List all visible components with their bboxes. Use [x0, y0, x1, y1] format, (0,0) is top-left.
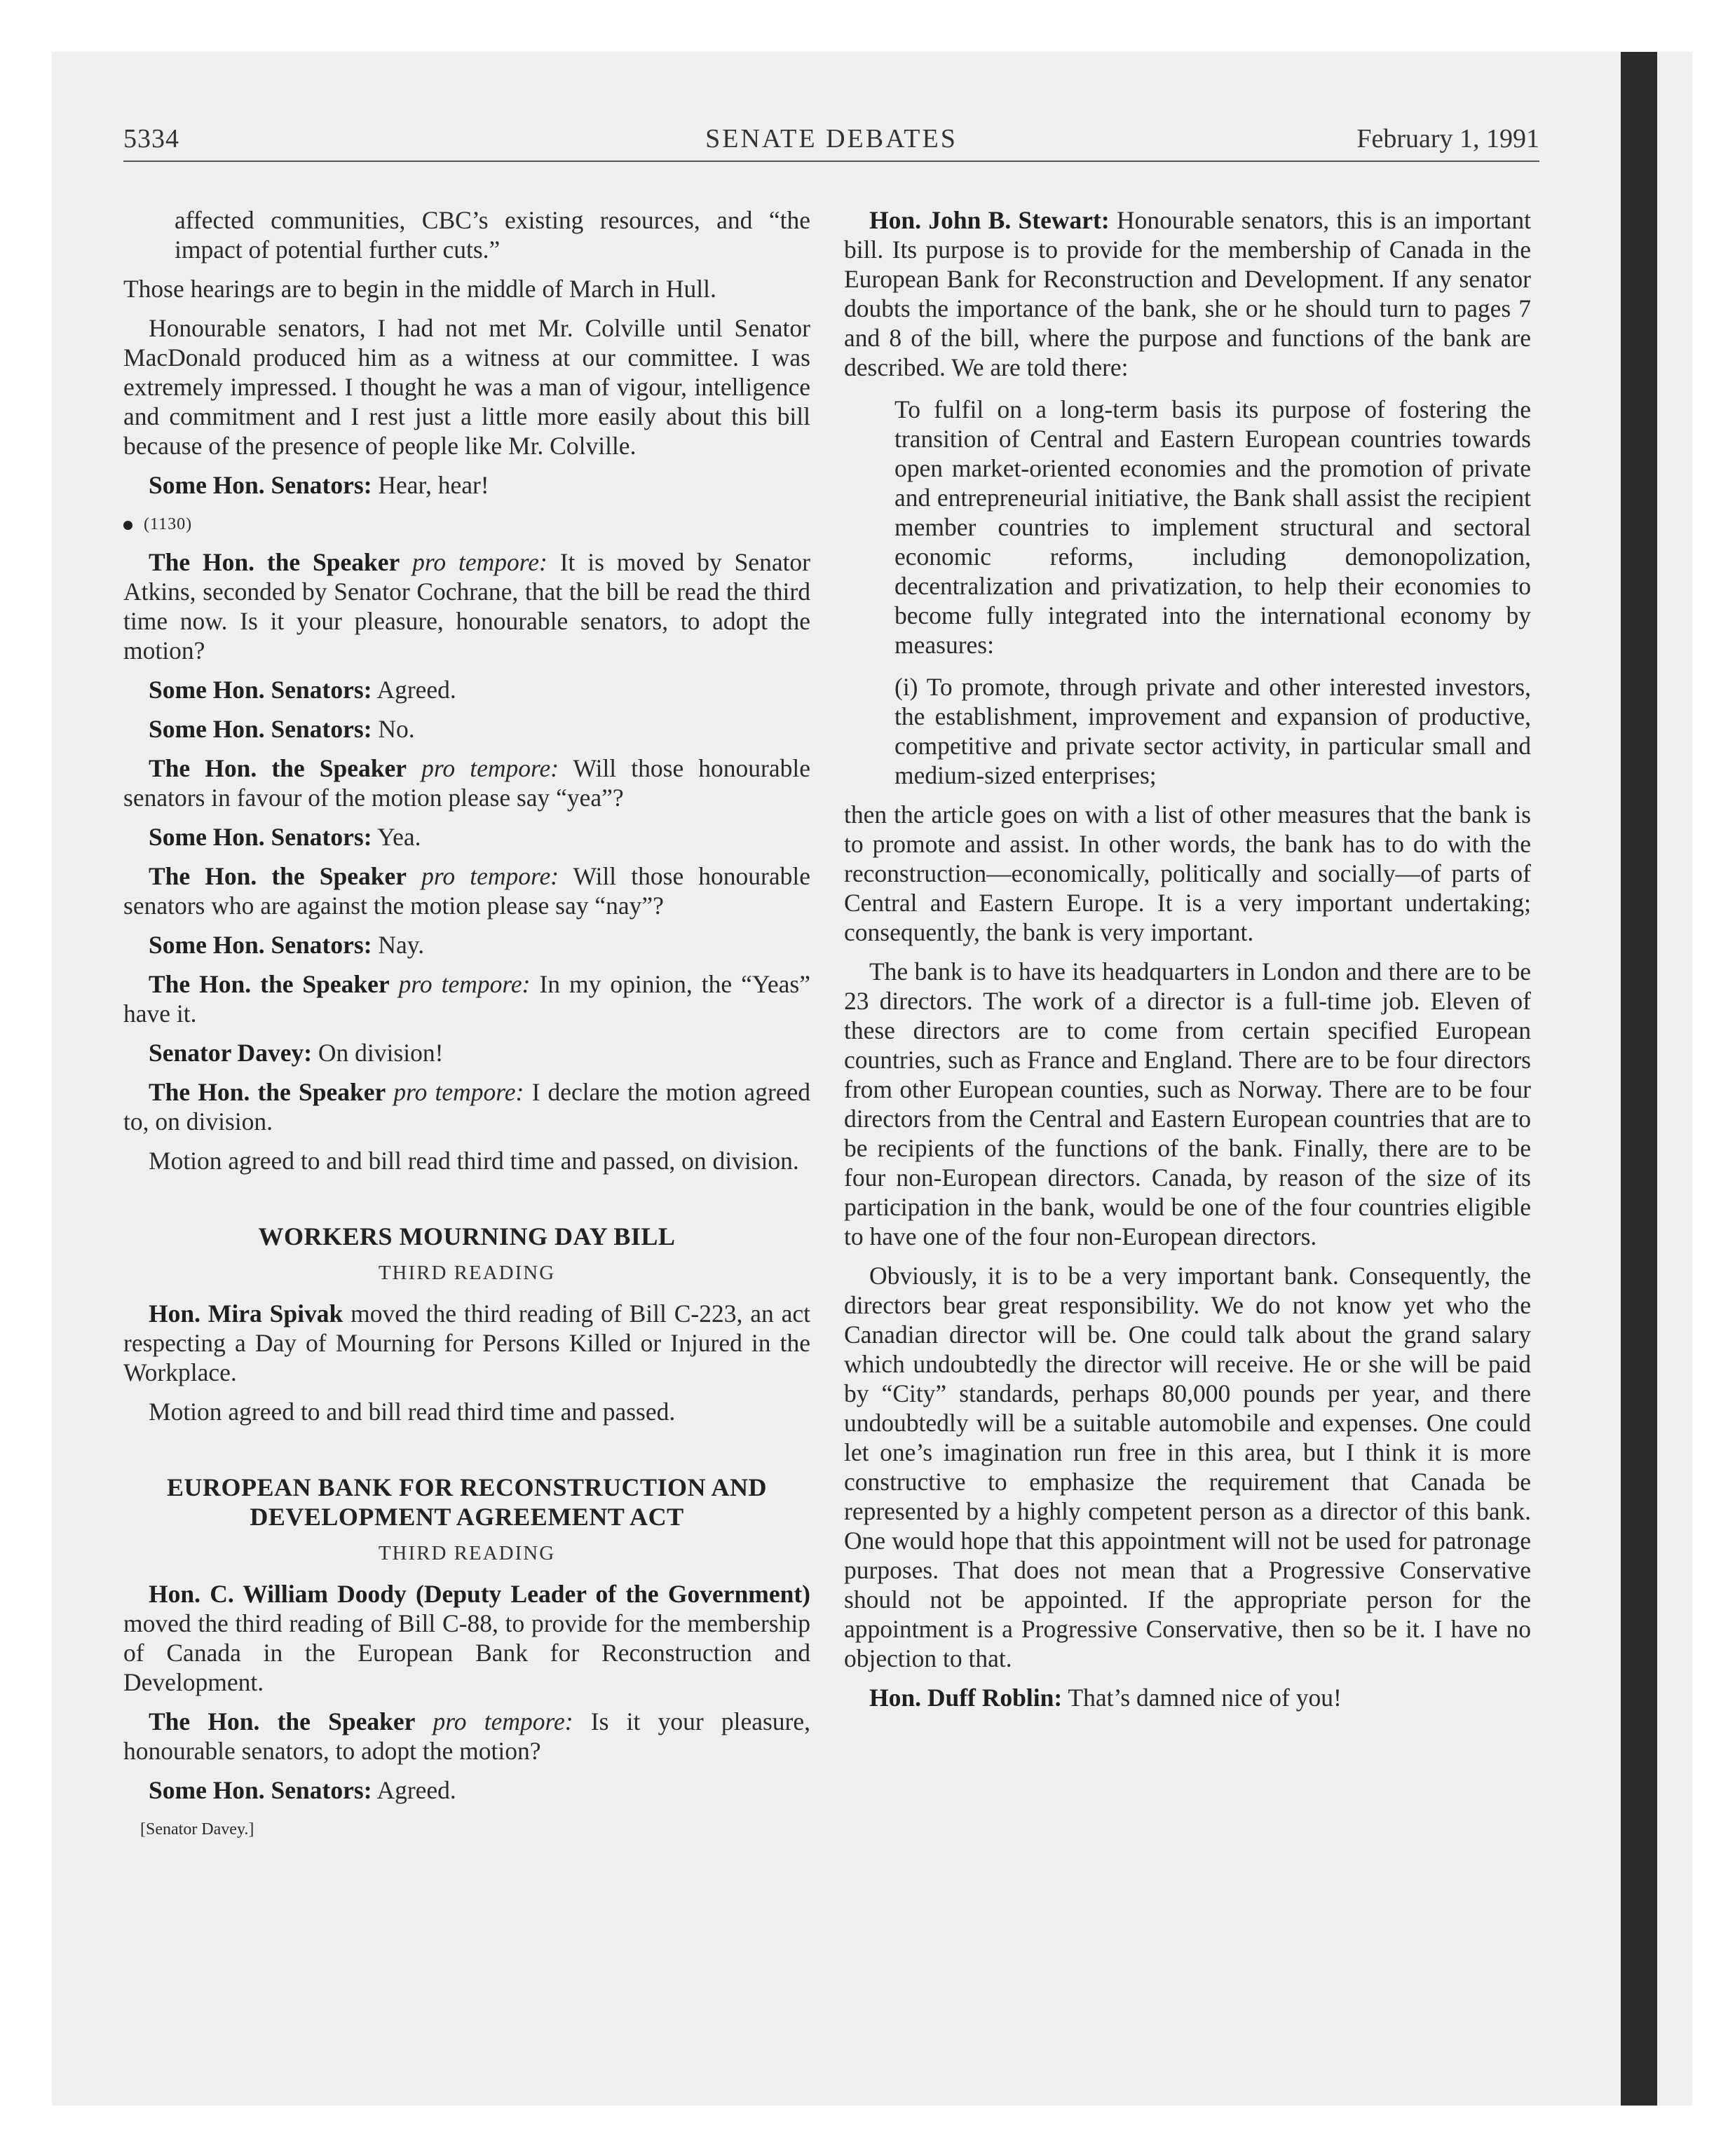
- speaker-name: Hon. Duff Roblin:: [869, 1684, 1063, 1712]
- speaker-role: pro tempore:: [398, 970, 531, 998]
- time-marker: [123, 510, 810, 539]
- speaker-name: Some Hon. Senators:: [149, 715, 372, 743]
- speech-text: Yea.: [377, 823, 421, 851]
- speaker-name: Some Hon. Senators:: [149, 823, 372, 851]
- paragraph: then the article goes on with a list of other measures that the bank is to promote and assist. In other words, the bank has to do with the reconstruction—economically, politically and socially—of parts of Central and Eastern Europe. It is a very important undertaking; consequently, the bank is very important.: [844, 800, 1531, 946]
- publication-title: SENATE DEBATES: [705, 124, 958, 153]
- paragraph: Obviously, it is to be a very important bank. Consequently, the directors bear great responsibility. We do not know yet who the Canadian director will be. One could talk about the grand salary which undoubtedly the director will receive. He or she will be paid by “City” standards, perhaps 80,000 pounds per year, and there undoubtedly will be a suitable automobile and expenses. One could let one’s imagination run free in this area, but I think it is more constructive to emphasize the requirement that Canada be represented by a highly competent person as a director of this bank. One would hope that this appointment will not be used for patronage purposes. That does not mean that a Progressive Conservative should not be appointed. If the appropriate person for the appointment is a Progressive Conservative, then so be it. I have no objection to that.: [844, 1262, 1531, 1672]
- speech-text: Hear, hear!: [378, 471, 489, 499]
- speaker-name: Some Hon. Senators:: [149, 676, 372, 704]
- page-footnote: [Senator Davey.]: [140, 1820, 254, 1838]
- speaker-name: Some Hon. Senators:: [149, 471, 372, 499]
- speech-text: moved the third reading of Bill C-88, to provide for the membership of Canada in the European Bank for Reconstruction and Development.: [123, 1609, 810, 1696]
- speech-entry: [123, 1299, 810, 1387]
- speaker-role: pro tempore:: [393, 1078, 524, 1106]
- issue-date: February 1, 1991: [1356, 124, 1539, 153]
- left-column: [123, 205, 810, 1844]
- speech-entry: [844, 205, 1531, 382]
- speaker-name: The Hon. the Speaker: [149, 754, 407, 782]
- procedural-note: Motion agreed to and bill read third time and passed, on division.: [149, 1147, 799, 1175]
- section-subheading: THIRD READING: [378, 1542, 556, 1564]
- speech-text: Honourable senators, this is an important bill. Its purpose is to provide for the membership of Canada in the European Bank for Reconstruction and Development. If any senator doubts the importance of the bank, she or he should turn to pages 7 and 8 of the bill, where the purpose and functions of the bank are described. We are told there:: [844, 206, 1531, 381]
- speech-text: I declare the motion agreed to, on division.: [123, 1078, 811, 1135]
- speech-text: Nay.: [378, 931, 425, 959]
- speaker-role: pro tempore:: [421, 862, 559, 890]
- speech-text: It is moved by Senator Atkins, seconded by Senator Cochrane, that the bill be read the third time now. Is it your pleasure, honourable senators, to adopt the motion?: [123, 548, 811, 664]
- speech-entry: [123, 470, 810, 500]
- bullet-icon: [123, 521, 132, 530]
- time-marker-text: (1130): [144, 515, 193, 533]
- paragraph: Those hearings are to begin in the middle of March in Hull.: [123, 275, 716, 303]
- speaker-role: pro tempore:: [433, 1707, 573, 1735]
- running-header: [123, 123, 1539, 158]
- scan-edge-shadow: [1621, 52, 1657, 2106]
- section-heading: WORKERS MOURNING DAY BILL: [258, 1222, 676, 1250]
- speaker-role: pro tempore:: [412, 548, 547, 576]
- speaker-name: Hon. Mira Spivak: [149, 1299, 343, 1328]
- speech-entry: [123, 753, 810, 812]
- speaker-name: The Hon. the Speaker: [149, 1707, 416, 1735]
- speaker-name: Senator Davey:: [149, 1039, 313, 1067]
- quoted-continuation: affected communities, CBC’s existing resources, and “the impact of potential further cuts.”: [175, 206, 810, 264]
- speech-entry: [123, 675, 810, 704]
- speech-text: moved the third reading of Bill C-223, an act respecting a Day of Mourning for Persons Killed or Injured in the Workplace.: [123, 1299, 810, 1386]
- block-quote: To fulfil on a long-term basis its purpose of fostering the transition of Central and Eastern European countries towards open market-oriented economies and the promotion of private and entrepreneurial initiative, the Bank shall assist the recipient member countries to implement structural and sectoral economic reforms, including demonopolization, decentralization and privatization, to help their economies to become fully integrated into the international economy by measures:: [894, 395, 1531, 659]
- speech-entry: [123, 1707, 810, 1766]
- speech-entry: [123, 714, 810, 744]
- procedural-note: Motion agreed to and bill read third time and passed.: [149, 1398, 676, 1426]
- speech-text: Is it your pleasure, honourable senators, to adopt the motion?: [123, 1707, 810, 1765]
- speaker-role: pro tempore:: [421, 754, 559, 782]
- speaker-name: Some Hon. Senators:: [149, 1776, 372, 1804]
- speech-text: In my opinion, the “Yeas” have it.: [123, 970, 810, 1028]
- section-subheading: THIRD READING: [378, 1262, 556, 1284]
- speech-entry: [123, 547, 810, 665]
- speaker-name: The Hon. the Speaker: [149, 548, 400, 576]
- section-heading-line: DEVELOPMENT AGREEMENT ACT: [250, 1503, 684, 1531]
- speech-text: On division!: [318, 1039, 444, 1067]
- speaker-name: Hon. John B. Stewart:: [869, 206, 1110, 234]
- speech-text: Agreed.: [376, 676, 456, 704]
- section-heading: [123, 1473, 810, 1531]
- speech-entry: [123, 1038, 810, 1067]
- header-rule: [123, 161, 1539, 162]
- block-quote-item: (i) To promote, through private and other interested investors, the establishment, improvement and expansion of productive, competitive and private sector activity, in particular small and medium-sized enterprises;: [894, 673, 1531, 789]
- speaker-name: Some Hon. Senators:: [149, 931, 372, 959]
- speech-text: Will those honourable senators who are against the motion please say “nay”?: [123, 862, 810, 920]
- speech-text: Will those honourable senators in favour of the motion please say “yea”?: [123, 754, 810, 812]
- section-heading-line: EUROPEAN BANK FOR RECONSTRUCTION AND: [166, 1473, 768, 1501]
- speaker-name: The Hon. the Speaker: [149, 862, 407, 890]
- speech-entry: [123, 1775, 810, 1805]
- speech-entry: [123, 822, 810, 852]
- speech-entry: [123, 861, 810, 920]
- speech-text: That’s damned nice of you!: [1068, 1684, 1342, 1712]
- speech-entry: [123, 930, 810, 960]
- speech-entry: [844, 1683, 1531, 1712]
- page-number: 5334: [123, 124, 179, 153]
- speech-entry: [123, 1579, 810, 1697]
- right-column: [844, 205, 1531, 1722]
- paragraph: The bank is to have its headquarters in London and there are to be 23 directors. The work of a director is a full-time job. Eleven of these directors are to come from certain specified European countries, such as France and England. There are to be four directors from other European counties, such as Norway. There are to be four directors from the Central and Eastern European countries that are to be recipients of the functions of the bank. Finally, there are to be four non-European directors. Canada, by reason of the size of its participation in the bank, would be one of the four countries eligible to have one of the four non-European directors.: [844, 957, 1531, 1250]
- speech-entry: [123, 1077, 810, 1136]
- speaker-name: The Hon. the Speaker: [149, 970, 390, 998]
- paragraph: Honourable senators, I had not met Mr. Colville until Senator MacDonald produced him as a witness at our committee. I was extremely impressed. I thought he was a man of vigour, intelligence and commitment and I rest just a little more easily about this bill because of the presence of people like Mr. Colville.: [123, 314, 810, 460]
- speech-entry: [123, 969, 810, 1028]
- speech-text: No.: [378, 715, 415, 743]
- speech-text: Agreed.: [376, 1776, 456, 1804]
- speaker-name: The Hon. the Speaker: [149, 1078, 386, 1106]
- speaker-name: Hon. C. William Doody (Deputy Leader of the Government): [149, 1580, 810, 1608]
